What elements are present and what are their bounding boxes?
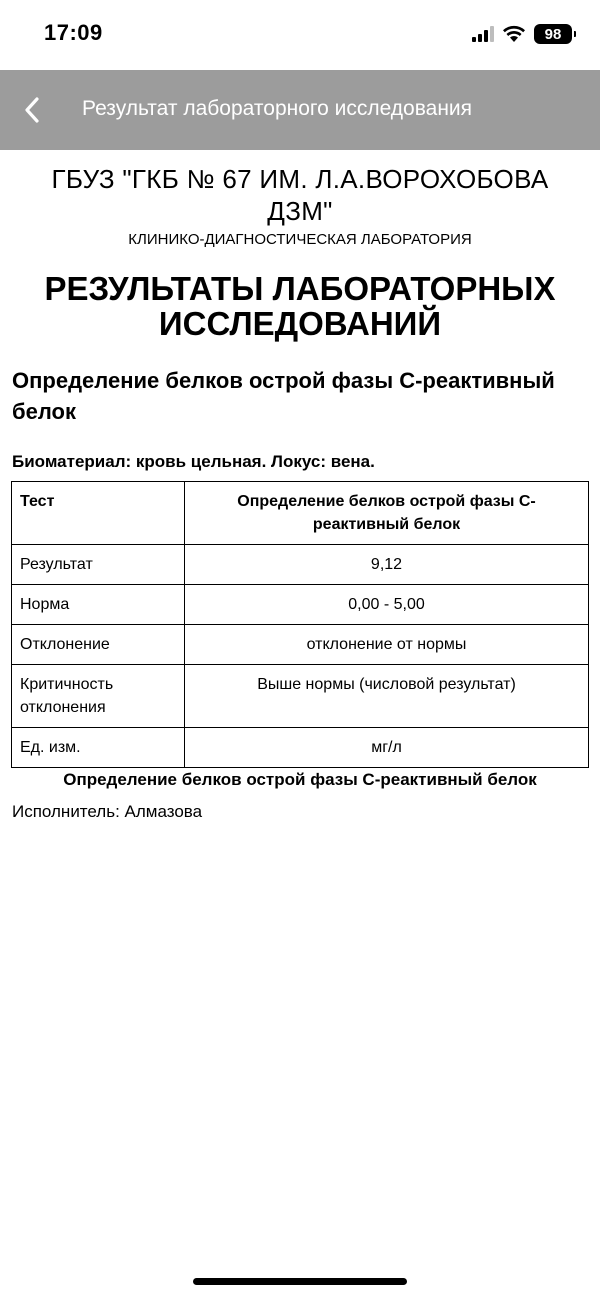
table-row xyxy=(12,545,589,585)
executor: Исполнитель: Алмазова xyxy=(12,802,203,821)
row-value: 9,12 xyxy=(185,545,589,585)
home-indicator[interactable] xyxy=(193,1278,407,1285)
row-label: Критичность отклонения xyxy=(12,665,185,728)
table-header-label: Тест xyxy=(12,482,185,545)
table-caption: Определение белков острой фазы С-реактивный белок xyxy=(63,770,537,789)
back-button[interactable] xyxy=(14,90,50,130)
table-header-value: Определение белков острой фазы С-реактивный белок xyxy=(185,482,589,545)
results-table xyxy=(11,481,589,768)
battery-icon xyxy=(534,24,572,44)
table-header-row xyxy=(12,482,589,545)
report-title: РЕЗУЛЬТАТЫ ЛАБОРАТОРНЫХ ИССЛЕДОВАНИЙ xyxy=(44,270,556,342)
row-label: Результат xyxy=(12,545,185,585)
table-row xyxy=(12,585,589,625)
row-value: отклонение от нормы xyxy=(185,625,589,665)
row-label: Ед. изм. xyxy=(12,728,185,768)
laboratory-name: КЛИНИКО-ДИАГНОСТИЧЕСКАЯ ЛАБОРАТОРИЯ xyxy=(128,231,472,248)
status-indicators xyxy=(472,24,572,44)
nav-title: Результат лабораторного исследования xyxy=(82,97,473,120)
row-value: Выше нормы (числовой результат) xyxy=(185,665,589,728)
row-label: Норма xyxy=(12,585,185,625)
wifi-icon xyxy=(502,25,526,43)
signal-icon xyxy=(472,26,494,42)
nav-bar xyxy=(0,70,600,150)
table-row xyxy=(12,625,589,665)
row-label: Отклонение xyxy=(12,625,185,665)
test-heading: Определение белков острой фазы С-реактивный белок xyxy=(12,368,555,424)
organization-name: ГБУЗ "ГКБ № 67 ИМ. Л.А.ВОРОХОБОВА ДЗМ" xyxy=(51,164,549,226)
status-bar xyxy=(0,0,600,70)
chevron-left-icon xyxy=(24,97,40,123)
table-row xyxy=(12,728,589,768)
row-value: 0,00 - 5,00 xyxy=(185,585,589,625)
battery-level: 98 xyxy=(544,25,562,43)
row-value: мг/л xyxy=(185,728,589,768)
status-time: 17:09 xyxy=(44,20,103,45)
biomaterial-info: Биоматериал: кровь цельная. Локус: вена. xyxy=(12,452,375,471)
table-row xyxy=(12,665,589,728)
